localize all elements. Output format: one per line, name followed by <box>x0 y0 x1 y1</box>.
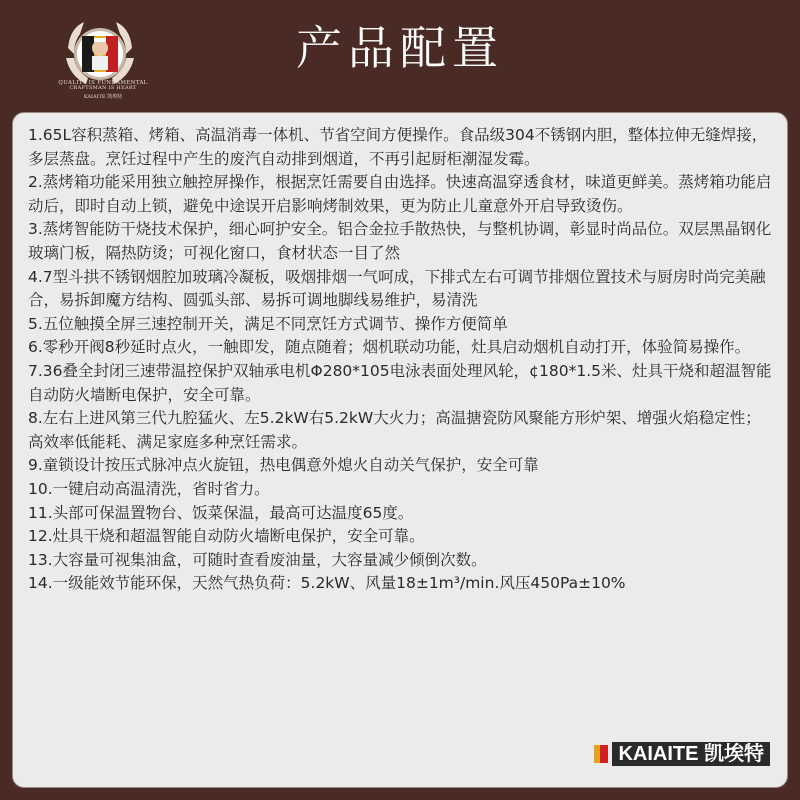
feature-item-13: 13.大容量可视集油盒，可随时查看废油量，大容量减少倾倒次数。 <box>28 550 487 569</box>
feature-item-14: 14.一级能效节能环保，天然气热负荷：5.2kW、风量18±1m³/min.风压450Pa±10% <box>28 574 626 593</box>
footer-brand <box>594 742 770 766</box>
feature-item-12: 12.灶具干烧和超温智能自动防火墙断电保护，安全可靠。 <box>28 527 425 546</box>
feature-list <box>28 124 772 596</box>
brand-logo-icon <box>594 745 608 763</box>
emblem-motto-line1: QUALITY IS FUNDAMENTAL <box>58 80 148 86</box>
feature-item-10: 10.一键启动高温清洗，省时省力。 <box>28 479 270 498</box>
emblem-brand-small: KAIAITE 凯埃特 <box>83 94 123 101</box>
feature-item-5: 5.五位触摸全屏三速控制开关，满足不同烹饪方式调节、操作方便简单 <box>28 314 508 333</box>
feature-item-1: 1.65L容积蒸箱、烤箱、高温消毒一体机、节省空间方便操作。食品级304不锈钢内胆，整体拉伸无缝焊接，多层蒸盘。烹饪过程中产生的废汽自动排到烟道，不再引起厨柜潮湿发霉。 <box>28 126 768 168</box>
feature-item-9: 9.童锁设计按压式脉冲点火旋钮，热电偶意外熄火自动关气保护，安全可靠 <box>28 456 539 475</box>
header <box>0 0 800 108</box>
page-title: 产品配置 <box>296 21 504 75</box>
feature-item-7: 7.36叠全封闭三速带温控保护双轴承电机Φ280*105电泳表面处理风轮，¢180*1.5米、灶具干烧和超温智能自动防火墙断电保护，安全可靠。 <box>28 361 772 404</box>
feature-item-3: 3.蒸烤智能防干烧技术保护，细心呵护安全。铝合金拉手散热快，与整机协调，彰显时尚品位。双层黑晶钢化玻璃门板，隔热防烫；可视化窗口，食材状态一目了然 <box>28 220 772 262</box>
feature-item-11: 11.头部可保温置物台、饭菜保温，最高可达温度65度。 <box>28 503 414 522</box>
feature-item-8: 8.左右上进风第三代九腔猛火、左5.2kW右5.2kW大火力；高温搪瓷防风聚能方形炉架、增强火焰稳定性；高效率低能耗、满足家庭多种烹饪需求。 <box>28 409 761 451</box>
footer-brand-name: KAIAITE 凯埃特 <box>612 742 770 766</box>
emblem-motto <box>48 80 158 101</box>
feature-item-2: 2.蒸烤箱功能采用独立触控屏操作，根据烹饪需要自由选择。快速高温穿透食材，味道更鲜美。蒸烤箱功能启动后，即时自动上锁，避免中途误开启影响烤制效果，更为防止儿童意外开启导致烫伤。 <box>28 173 772 215</box>
feature-item-6: 6.零秒开阀8秒延时点火，一触即发，随点随着；烟机联动功能，灶具启动烟机自动打开，体验简易操作。 <box>28 338 751 357</box>
feature-item-4: 4.7型斗拱不锈钢烟腔加玻璃冷凝板，吸烟排烟一气呵成，下排式左右可调节排烟位置技术与厨房时尚完美融合，易拆卸魔方结构、圆弧头部、易拆可调地脚线易维护，易清洗 <box>28 267 766 310</box>
emblem-motto-line2: CRAFTSMAN IS HEART <box>69 85 137 92</box>
